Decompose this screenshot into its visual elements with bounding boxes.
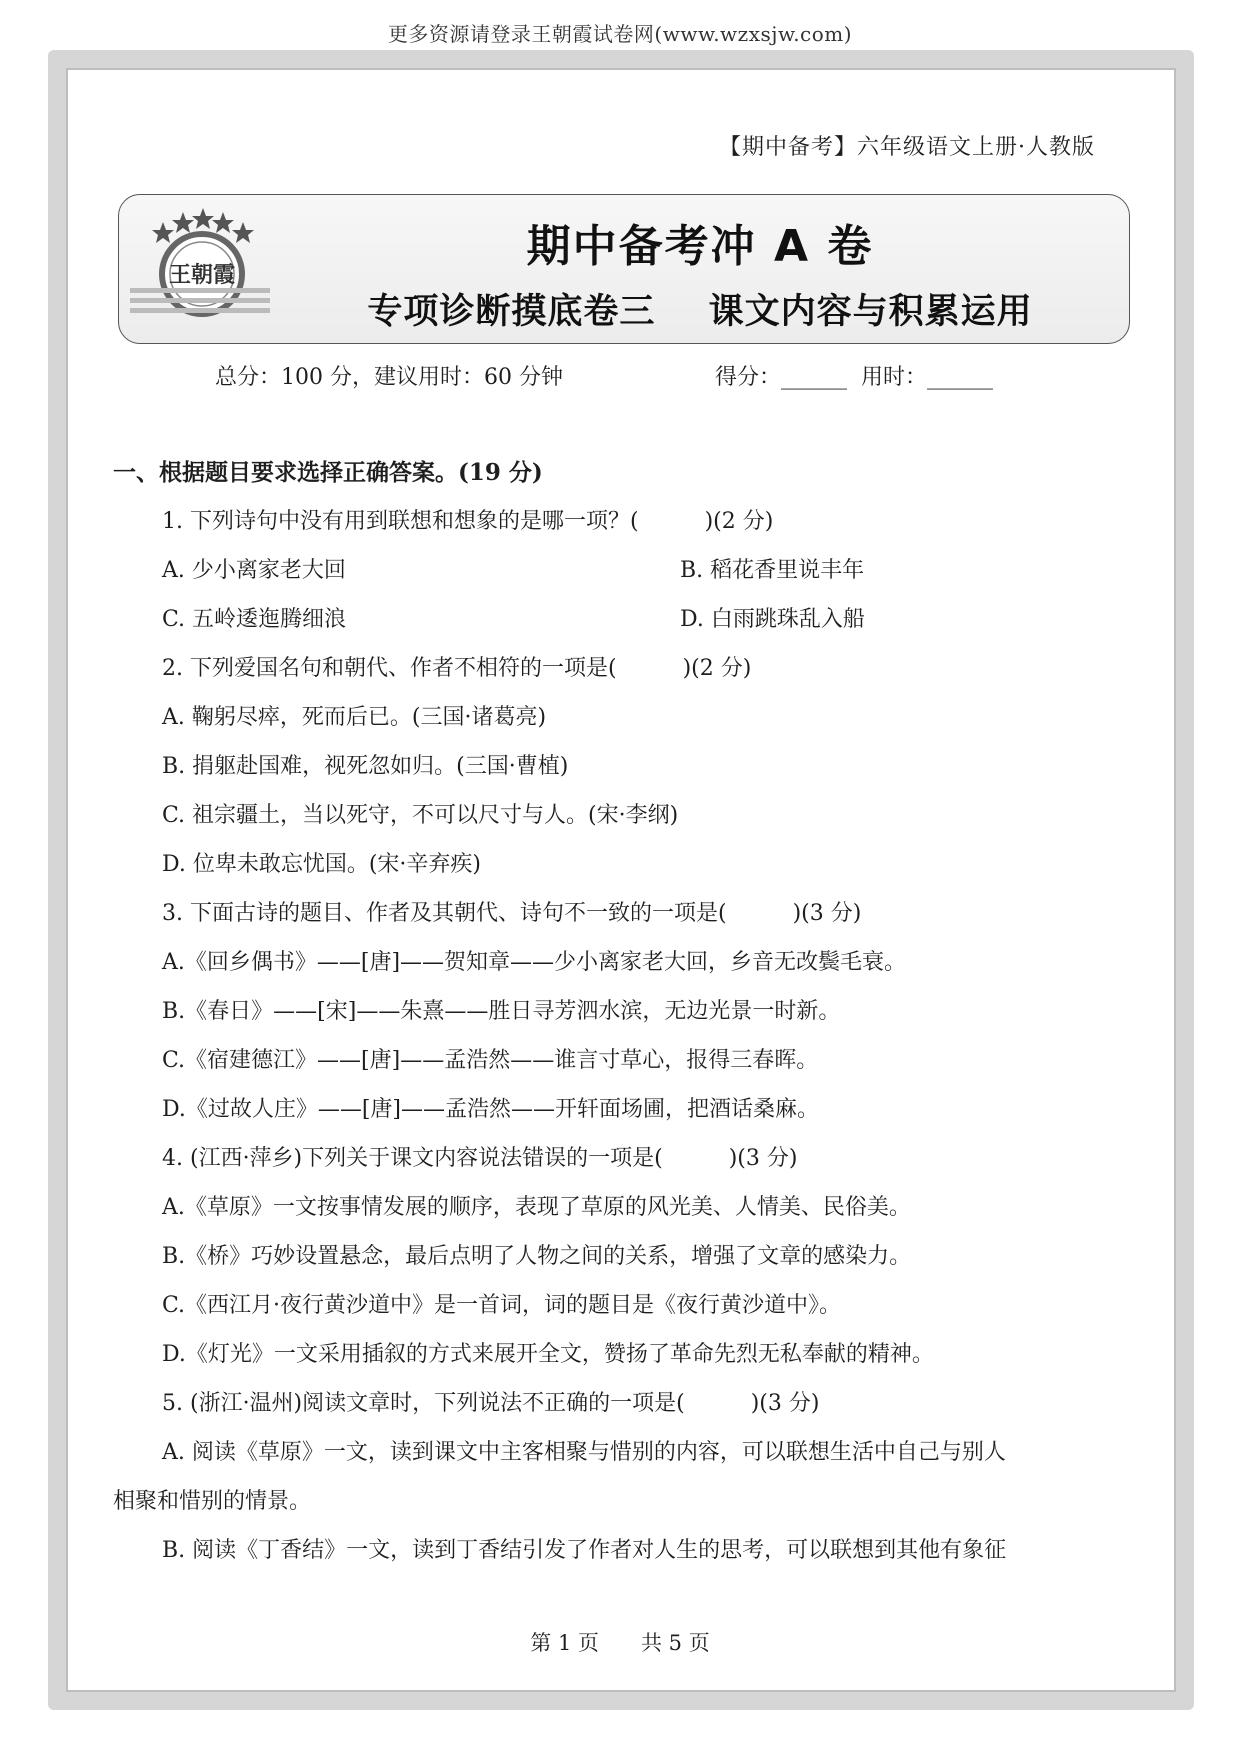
question-1-option-d: D. 白雨跳珠乱入船 [680, 607, 865, 632]
total-score-info: 总分：100 分，建议用时：60 分钟 [215, 365, 563, 390]
question-4-stem: 4. (江西·萍乡)下列关于课文内容说法错误的一项是( )(3 分) [162, 1146, 798, 1171]
question-1-stem: 1. 下列诗句中没有用到联想和想象的是哪一项？( )(2 分) [162, 509, 774, 534]
question-3-stem: 3. 下面古诗的题目、作者及其朝代、诗句不一致的一项是( )(3 分) [162, 901, 862, 926]
question-1-option-c: C. 五岭逶迤腾细浪 [162, 607, 347, 632]
question-5-option-a-line1: A. 阅读《草原》一文，读到课文中主客相聚与惜别的内容，可以联想生活中自己与别人 [162, 1440, 1006, 1465]
edition-label: 【期中备考】六年级语文上册·人教版 [719, 135, 1095, 160]
question-4-option-c: C.《西江月·夜行黄沙道中》是一首词，词的题目是《夜行黄沙道中》。 [162, 1293, 842, 1318]
question-5-option-a-line2: 相聚和惜别的情景。 [113, 1489, 312, 1514]
question-3-option-a: A.《回乡偶书》——[唐]——贺知章——少小离家老大回，乡音无改鬓毛衰。 [162, 950, 907, 975]
question-5-stem: 5. (浙江·温州)阅读文章时，下列说法不正确的一项是( )(3 分) [162, 1391, 820, 1416]
exam-main-title: 期中备考冲 A 卷 [526, 221, 874, 272]
watermark-header: 更多资源请登录王朝霞试卷网(www.wzxsjw.com) [387, 22, 853, 46]
question-3-option-c: C.《宿建德江》——[唐]——孟浩然——谁言寸草心，报得三春晖。 [162, 1048, 819, 1073]
question-2-option-d: D. 位卑未敢忘忧国。(宋·辛弃疾) [162, 852, 482, 877]
question-4-option-a: A.《草原》一文按事情发展的顺序，表现了草原的风光美、人情美、民俗美。 [162, 1195, 911, 1220]
question-4-option-b: B.《桥》巧妙设置悬念，最后点明了人物之间的关系，增强了文章的感染力。 [162, 1244, 912, 1269]
section-one-title: 一、根据题目要求选择正确答案。(19 分) [113, 459, 543, 486]
publisher-logo-icon [130, 208, 270, 328]
question-1-option-a: A. 少小离家老大回 [162, 558, 346, 583]
question-4-option-d: D.《灯光》一文采用插叙的方式来展开全文，赞扬了革命先烈无私奉献的精神。 [162, 1342, 934, 1367]
question-2-option-c: C. 祖宗疆土，当以死守，不可以尺寸与人。(宋·李纲) [162, 803, 679, 828]
question-1-option-b: B. 稻花香里说丰年 [680, 558, 865, 583]
question-2-option-a: A. 鞠躬尽瘁，死而后已。(三国·诸葛亮) [162, 705, 547, 730]
question-2-option-b: B. 捐躯赴国难，视死忽如归。(三国·曹植) [162, 754, 569, 779]
exam-sub-title: 专项诊断摸底卷三 课文内容与积累运用 [367, 292, 1033, 332]
question-2-stem: 2. 下列爱国名句和朝代、作者不相符的一项是( )(2 分) [162, 656, 752, 681]
score-time-fields: 得分：______ 用时：______ [715, 365, 993, 390]
page-number: 第 1 页 共 5 页 [530, 1631, 710, 1655]
logo-text: 王朝霞 [168, 262, 236, 288]
question-5-option-b-line1: B. 阅读《丁香结》一文，读到丁香结引发了作者对人生的思考，可以联想到其他有象征 [162, 1538, 1007, 1563]
question-3-option-b: B.《春日》——[宋]——朱熹——胜日寻芳泗水滨，无边光景一时新。 [162, 999, 841, 1024]
question-3-option-d: D.《过故人庄》——[唐]——孟浩然——开轩面场圃，把酒话桑麻。 [162, 1097, 820, 1122]
